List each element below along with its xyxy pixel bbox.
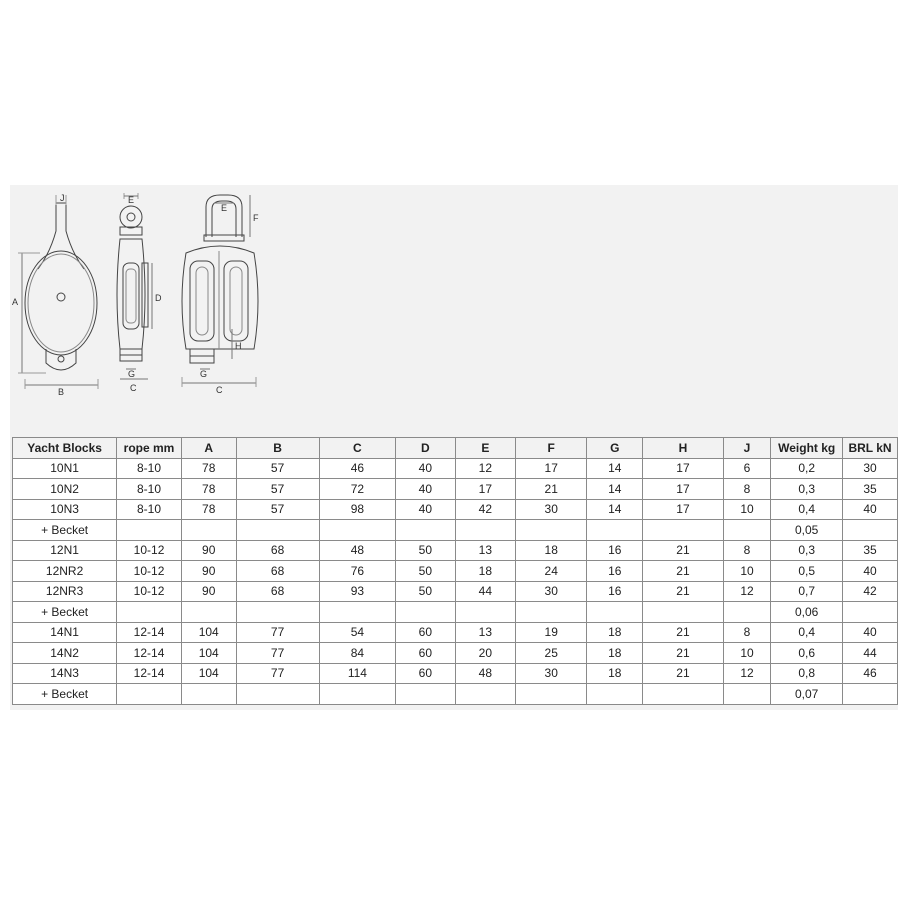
table-cell: 16 [587,540,643,561]
dim-label-c-side: C [130,383,137,393]
table-cell: 68 [236,540,319,561]
table-cell: 0,7 [771,581,843,602]
table-cell: 77 [236,622,319,643]
table-cell: 21 [643,581,723,602]
table-cell: 35 [843,540,898,561]
dim-label-g-double: G [200,369,208,379]
table-cell: 8-10 [117,499,182,520]
table-cell: 60 [396,663,456,684]
table-cell: 25 [516,643,587,664]
table-row [13,540,898,561]
table-cell: 18 [516,540,587,561]
table-cell: 0,6 [771,643,843,664]
table-cell: 8-10 [117,479,182,500]
dim-label-h: H [235,341,242,351]
table-cell: 57 [236,479,319,500]
single-block-front-view [18,195,98,389]
table-cell [843,684,898,705]
table-cell: 21 [643,663,723,684]
table-cell [455,602,515,623]
spec-sheet-panel [10,185,898,710]
table-cell: 77 [236,643,319,664]
table-cell [643,520,723,541]
table-cell: 17 [643,499,723,520]
table-cell: 0,2 [771,458,843,479]
dim-label-e-double: E [221,203,228,213]
col-header-a: A [181,438,236,459]
table-cell: 50 [396,561,456,582]
col-header-c: C [319,438,395,459]
table-cell: 21 [643,643,723,664]
table-cell: 16 [587,561,643,582]
table-cell: 40 [843,561,898,582]
table-cell: 18 [587,622,643,643]
table-cell [455,520,515,541]
dim-label-g-side: G [128,369,136,379]
table-cell: 18 [587,663,643,684]
table-cell: 19 [516,622,587,643]
table-row [13,622,898,643]
col-header-g: G [587,438,643,459]
table-cell: 40 [396,499,456,520]
table-cell [723,602,771,623]
table-row [13,602,898,623]
table-cell: 18 [455,561,515,582]
table-row [13,684,898,705]
table-cell [843,602,898,623]
table-cell: 104 [181,663,236,684]
col-header-j: J [723,438,771,459]
block-technical-drawing [10,191,270,406]
table-row [13,663,898,684]
table-cell [723,684,771,705]
table-cell: 44 [843,643,898,664]
table-cell: 46 [319,458,395,479]
table-cell: 114 [319,663,395,684]
table-cell: 12NR3 [13,581,117,602]
dim-label-c-double: C [216,385,223,395]
col-header-model: Yacht Blocks [13,438,117,459]
table-cell: 104 [181,622,236,643]
table-cell: 16 [587,581,643,602]
table-cell: 12-14 [117,622,182,643]
table-cell: 10 [723,561,771,582]
table-cell: 10N1 [13,458,117,479]
table-cell: 76 [319,561,395,582]
table-cell: 48 [455,663,515,684]
table-cell [643,602,723,623]
col-header-d: D [396,438,456,459]
table-cell: 0,8 [771,663,843,684]
table-cell: 30 [516,499,587,520]
table-cell: 0,3 [771,479,843,500]
table-row [13,520,898,541]
table-cell: 42 [455,499,515,520]
table-cell: 14N2 [13,643,117,664]
table-cell: 17 [455,479,515,500]
table-cell: 0,4 [771,622,843,643]
table-cell: 14 [587,499,643,520]
table-cell: 14 [587,458,643,479]
table-header-row [13,438,898,459]
table-cell: 78 [181,458,236,479]
col-header-b: B [236,438,319,459]
table-cell [643,684,723,705]
table-cell: 13 [455,622,515,643]
col-header-e: E [455,438,515,459]
dim-label-d: D [155,293,162,303]
table-cell: 10 [723,643,771,664]
table-cell: 10 [723,499,771,520]
col-header-rope: rope mm [117,438,182,459]
table-row [13,581,898,602]
table-cell [117,684,182,705]
table-cell: 40 [396,479,456,500]
table-cell: 14 [587,479,643,500]
table-cell: 0,4 [771,499,843,520]
dim-label-b: B [58,387,65,397]
table-cell: 68 [236,561,319,582]
table-cell: 0,3 [771,540,843,561]
single-block-side-view [117,193,152,379]
table-cell: 90 [181,561,236,582]
table-cell [117,520,182,541]
table-cell [181,684,236,705]
table-cell: 30 [516,581,587,602]
table-cell: + Becket [13,684,117,705]
table-cell [117,602,182,623]
table-cell: 24 [516,561,587,582]
table-cell: 30 [516,663,587,684]
table-cell: 13 [455,540,515,561]
table-cell: 8 [723,479,771,500]
table-cell: 10N2 [13,479,117,500]
table-cell: 78 [181,499,236,520]
table-cell [396,602,456,623]
table-cell: 18 [587,643,643,664]
table-row [13,479,898,500]
double-block-side-view [182,195,258,387]
table-cell [843,520,898,541]
table-cell: 90 [181,581,236,602]
table-cell: 12N1 [13,540,117,561]
table-cell: 8 [723,622,771,643]
col-header-f: F [516,438,587,459]
dim-label-a: A [12,297,19,307]
table-cell [319,520,395,541]
table-cell [396,684,456,705]
table-cell: 44 [455,581,515,602]
table-cell: 20 [455,643,515,664]
table-cell [236,520,319,541]
table-cell: 0,5 [771,561,843,582]
table-cell: 21 [516,479,587,500]
table-cell: 10-12 [117,540,182,561]
table-cell: 78 [181,479,236,500]
table-cell: 40 [843,622,898,643]
table-cell: + Becket [13,520,117,541]
table-cell [516,520,587,541]
table-row [13,499,898,520]
table-cell: 10-12 [117,561,182,582]
table-cell: 104 [181,643,236,664]
table-cell [516,684,587,705]
table-cell: 17 [643,479,723,500]
dim-label-e-side: E [128,195,135,205]
table-cell: 90 [181,540,236,561]
table-cell: 77 [236,663,319,684]
table-cell: 21 [643,540,723,561]
table-cell: 14N3 [13,663,117,684]
table-cell: 12-14 [117,663,182,684]
table-cell: 60 [396,622,456,643]
table-cell [181,602,236,623]
table-cell: 57 [236,499,319,520]
table-cell: 8 [723,540,771,561]
table-cell [181,520,236,541]
table-cell [587,602,643,623]
table-cell [455,684,515,705]
table-cell: 57 [236,458,319,479]
table-cell [319,602,395,623]
table-cell: 12 [723,581,771,602]
table-cell: 40 [396,458,456,479]
col-header-h: H [643,438,723,459]
table-cell: 14N1 [13,622,117,643]
table-row [13,458,898,479]
table-cell [319,684,395,705]
table-cell: 12 [455,458,515,479]
dim-label-f: F [253,213,259,223]
table-cell [236,602,319,623]
table-cell: 6 [723,458,771,479]
table-cell: 0,05 [771,520,843,541]
table-row [13,561,898,582]
table-cell: 50 [396,581,456,602]
table-cell: 21 [643,622,723,643]
table-row [13,643,898,664]
table-cell: 98 [319,499,395,520]
table-cell: 12 [723,663,771,684]
table-cell: 40 [843,499,898,520]
table-cell: 50 [396,540,456,561]
col-header-weight: Weight kg [771,438,843,459]
table-cell: 12-14 [117,643,182,664]
table-cell: 0,07 [771,684,843,705]
table-cell [587,520,643,541]
table-cell: 17 [516,458,587,479]
table-cell: 46 [843,663,898,684]
table-cell: 84 [319,643,395,664]
table-cell: 12NR2 [13,561,117,582]
table-cell: 8-10 [117,458,182,479]
table-cell: 48 [319,540,395,561]
yacht-blocks-spec-table [12,437,898,705]
table-cell [723,520,771,541]
table-cell: 68 [236,581,319,602]
table-body [13,458,898,704]
table-cell: 10-12 [117,581,182,602]
table-cell [236,684,319,705]
dim-label-j: J [60,193,65,203]
table-cell: 93 [319,581,395,602]
table-cell: 35 [843,479,898,500]
table-cell [516,602,587,623]
table-cell [587,684,643,705]
table-cell: 60 [396,643,456,664]
table-cell [396,520,456,541]
table-cell: 17 [643,458,723,479]
table-cell: 0,06 [771,602,843,623]
table-cell: 54 [319,622,395,643]
table-cell: 21 [643,561,723,582]
table-cell: + Becket [13,602,117,623]
table-cell: 10N3 [13,499,117,520]
table-cell: 30 [843,458,898,479]
col-header-brl: BRL kN [843,438,898,459]
table-cell: 72 [319,479,395,500]
table-cell: 42 [843,581,898,602]
